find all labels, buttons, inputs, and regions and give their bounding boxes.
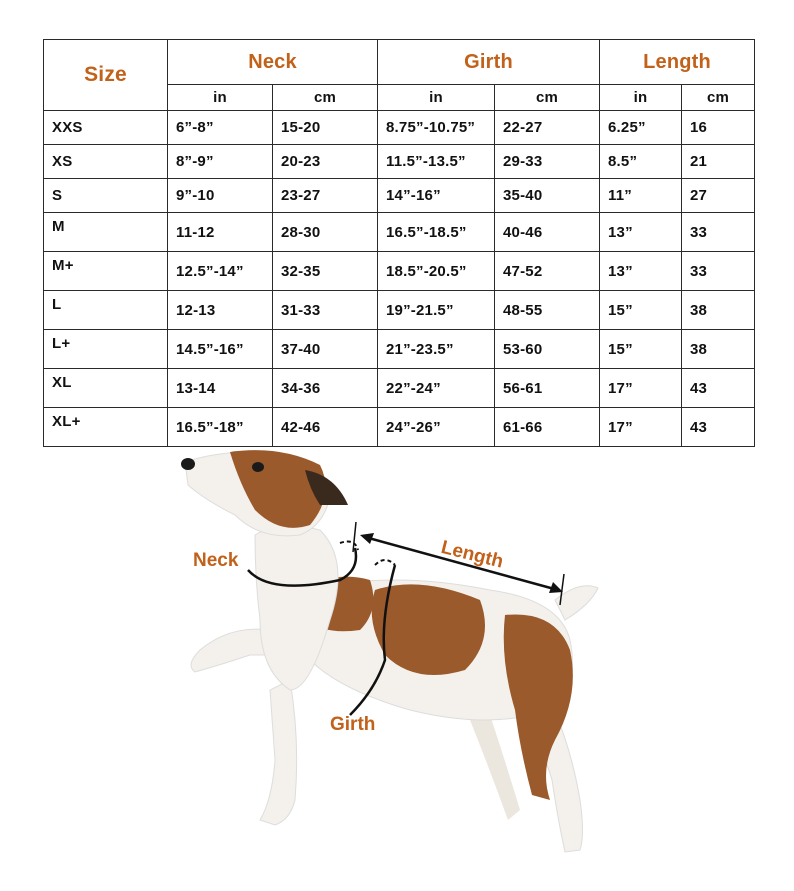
girth-cm-cell: 48-55: [495, 291, 600, 330]
length-in-cell: 17”: [600, 369, 682, 408]
table-row: [44, 252, 755, 291]
length-label: Length: [438, 537, 506, 573]
girth-in-cell: 18.5”-20.5”: [378, 252, 495, 291]
girth-in-cell: 21”-23.5”: [378, 330, 495, 369]
length-cm-cell: 38: [682, 291, 755, 330]
girth-label: Girth: [330, 714, 376, 735]
size-cell: L: [44, 291, 168, 330]
table-row: [44, 213, 755, 252]
girth-in-cell: 8.75”-10.75”: [378, 111, 495, 145]
dog-front-leg: [260, 680, 297, 825]
length-in-cell: 13”: [600, 252, 682, 291]
size-cell: M+: [44, 252, 168, 291]
length-in-cell: 6.25”: [600, 111, 682, 145]
table-row: [44, 330, 755, 369]
neck-cm-cell: 37-40: [273, 330, 378, 369]
girth-in-header: in: [378, 85, 495, 111]
dog-nose: [181, 458, 195, 470]
length-arrow-end: [549, 582, 563, 593]
length-in-cell: 17”: [600, 408, 682, 447]
neck-cm-cell: 34-36: [273, 369, 378, 408]
length-cm-cell: 38: [682, 330, 755, 369]
dog-measurement-illustration: [160, 440, 630, 880]
size-cell: XL: [44, 369, 168, 408]
girth-cm-cell: 35-40: [495, 179, 600, 213]
neck-in-cell: 11-12: [168, 213, 273, 252]
girth-in-cell: 11.5”-13.5”: [378, 145, 495, 179]
length-cm-cell: 16: [682, 111, 755, 145]
length-cm-header: cm: [682, 85, 755, 111]
length-tick-start: [353, 522, 356, 552]
table-row: [44, 369, 755, 408]
girth-cm-cell: 61-66: [495, 408, 600, 447]
length-arrow-start: [360, 533, 374, 544]
size-cell: XS: [44, 145, 168, 179]
girth-in-cell: 16.5”-18.5”: [378, 213, 495, 252]
girth-cm-cell: 56-61: [495, 369, 600, 408]
size-chart-table: [43, 39, 755, 447]
girth-cm-cell: 40-46: [495, 213, 600, 252]
neck-cm-cell: 31-33: [273, 291, 378, 330]
girth-cm-cell: 47-52: [495, 252, 600, 291]
neck-cm-cell: 42-46: [273, 408, 378, 447]
length-in-cell: 15”: [600, 330, 682, 369]
girth-cm-cell: 22-27: [495, 111, 600, 145]
length-in-cell: 15”: [600, 291, 682, 330]
neck-cm-cell: 20-23: [273, 145, 378, 179]
girth-measure-end: [375, 560, 395, 565]
neck-in-cell: 13-14: [168, 369, 273, 408]
girth-cm-cell: 53-60: [495, 330, 600, 369]
girth-in-cell: 19”-21.5”: [378, 291, 495, 330]
table-row: [44, 111, 755, 145]
length-cm-cell: 21: [682, 145, 755, 179]
neck-in-cell: 12-13: [168, 291, 273, 330]
length-in-cell: 8.5”: [600, 145, 682, 179]
neck-cm-cell: 23-27: [273, 179, 378, 213]
length-cm-cell: 27: [682, 179, 755, 213]
neck-cm-cell: 28-30: [273, 213, 378, 252]
girth-group-header: Girth: [378, 40, 600, 85]
neck-label: Neck: [193, 550, 239, 571]
table-row: [44, 291, 755, 330]
length-group-header: Length: [600, 40, 755, 85]
neck-cm-cell: 32-35: [273, 252, 378, 291]
length-cm-cell: 33: [682, 213, 755, 252]
girth-in-cell: 22”-24”: [378, 369, 495, 408]
table-row: [44, 179, 755, 213]
neck-in-cell: 9”-10: [168, 179, 273, 213]
neck-in-header: in: [168, 85, 273, 111]
length-cm-cell: 33: [682, 252, 755, 291]
girth-cm-header: cm: [495, 85, 600, 111]
size-cell: XXS: [44, 111, 168, 145]
size-cell: M: [44, 213, 168, 252]
table-row: [44, 145, 755, 179]
girth-cm-cell: 29-33: [495, 145, 600, 179]
neck-group-header: Neck: [168, 40, 378, 85]
length-in-cell: 11”: [600, 179, 682, 213]
girth-in-cell: 14”-16”: [378, 179, 495, 213]
neck-cm-header: cm: [273, 85, 378, 111]
girth-in-cell: 24”-26”: [378, 408, 495, 447]
size-cell: S: [44, 179, 168, 213]
length-in-cell: 13”: [600, 213, 682, 252]
length-cm-cell: 43: [682, 408, 755, 447]
length-in-header: in: [600, 85, 682, 111]
size-column-header: Size: [44, 40, 168, 111]
length-cm-cell: 43: [682, 369, 755, 408]
neck-in-cell: 6”-8”: [168, 111, 273, 145]
size-cell: XL+: [44, 408, 168, 447]
neck-in-cell: 12.5”-14”: [168, 252, 273, 291]
dog-eye: [252, 462, 264, 472]
neck-in-cell: 16.5”-18”: [168, 408, 273, 447]
neck-in-cell: 8”-9”: [168, 145, 273, 179]
neck-cm-cell: 15-20: [273, 111, 378, 145]
neck-in-cell: 14.5”-16”: [168, 330, 273, 369]
size-cell: L+: [44, 330, 168, 369]
